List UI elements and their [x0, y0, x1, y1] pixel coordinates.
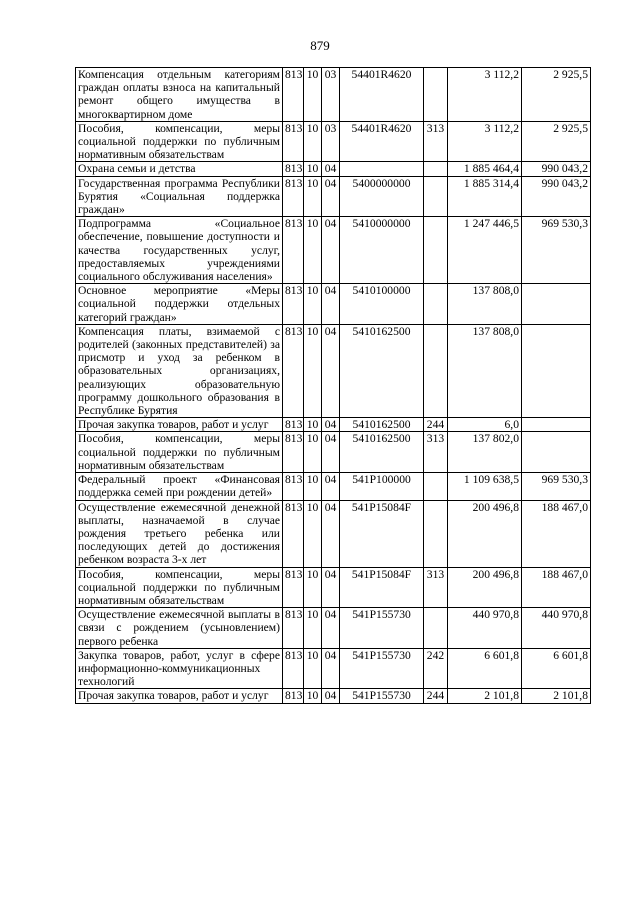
- row-expense-type-code: 244: [424, 418, 448, 432]
- table-row: [76, 284, 591, 325]
- row-amount-1: 1 109 638,5: [448, 473, 522, 500]
- row-subsection-code: 04: [322, 689, 340, 703]
- row-amount-2: [522, 432, 591, 473]
- row-ministry-code: 813: [283, 608, 304, 649]
- row-amount-1: 3 112,2: [448, 68, 522, 122]
- row-section-code: 10: [304, 176, 322, 217]
- row-amount-1: 200 496,8: [448, 567, 522, 608]
- row-name-cell: Пособия, компенсации, меры социальной поддержки по публичным нормативным обязательствам: [76, 121, 283, 162]
- row-expense-type-code: [424, 176, 448, 217]
- table-row: [76, 567, 591, 608]
- row-amount-1: 1 247 446,5: [448, 217, 522, 284]
- row-subsection-code: 04: [322, 418, 340, 432]
- row-ministry-code: 813: [283, 162, 304, 176]
- row-target-article-code: [340, 162, 424, 176]
- row-expense-type-code: [424, 284, 448, 325]
- row-target-article-code: 5400000000: [340, 176, 424, 217]
- row-expense-type-code: 313: [424, 567, 448, 608]
- row-name-cell: Государственная программа Республики Бурятия «Социальная поддержка граждан»: [76, 176, 283, 217]
- row-ministry-code: 813: [283, 284, 304, 325]
- row-target-article-code: 54401R4620: [340, 121, 424, 162]
- row-amount-1: 200 496,8: [448, 500, 522, 567]
- row-name-cell: Пособия, компенсации, меры социальной поддержки по публичным нормативным обязательствам: [76, 432, 283, 473]
- row-ministry-code: 813: [283, 689, 304, 703]
- row-name-cell: Компенсация платы, взимаемой с родителей (законных представителей) за присмотр и уход за ребенком в образовательных организациях, реализующих образовательную программу дошкольного образования в Республике Бурятия: [76, 324, 283, 417]
- row-section-code: 10: [304, 473, 322, 500]
- row-ministry-code: 813: [283, 648, 304, 689]
- row-ministry-code: 813: [283, 567, 304, 608]
- row-expense-type-code: [424, 473, 448, 500]
- row-name-cell: Прочая закупка товаров, работ и услуг: [76, 418, 283, 432]
- row-amount-2: [522, 284, 591, 325]
- row-section-code: 10: [304, 68, 322, 122]
- row-subsection-code: 04: [322, 432, 340, 473]
- row-amount-2: [522, 324, 591, 417]
- row-expense-type-code: [424, 608, 448, 649]
- row-amount-1: 3 112,2: [448, 121, 522, 162]
- table-row: [76, 473, 591, 500]
- row-target-article-code: 5410162500: [340, 324, 424, 417]
- row-name-cell: Закупка товаров, работ, услуг в сфере информационно-коммуникационных технологий: [76, 648, 283, 689]
- row-section-code: 10: [304, 217, 322, 284]
- row-amount-2: 6 601,8: [522, 648, 591, 689]
- row-subsection-code: 04: [322, 324, 340, 417]
- row-amount-1: 6 601,8: [448, 648, 522, 689]
- row-name-cell: Подпрограмма «Социальное обеспечение, повышение доступности и качества государственных услуг, предоставляемых учреждениями социального обслуживания населения»: [76, 217, 283, 284]
- row-target-article-code: 541P15084F: [340, 567, 424, 608]
- row-target-article-code: 5410000000: [340, 217, 424, 284]
- row-expense-type-code: 242: [424, 648, 448, 689]
- row-ministry-code: 813: [283, 121, 304, 162]
- row-ministry-code: 813: [283, 217, 304, 284]
- row-amount-2: [522, 418, 591, 432]
- table-row: [76, 121, 591, 162]
- table-row: [76, 648, 591, 689]
- row-name-cell: Основное мероприятие «Меры социальной поддержки отдельных категорий граждан»: [76, 284, 283, 325]
- row-section-code: 10: [304, 689, 322, 703]
- row-ministry-code: 813: [283, 324, 304, 417]
- table-row: [76, 418, 591, 432]
- table-row: [76, 608, 591, 649]
- row-section-code: 10: [304, 648, 322, 689]
- row-expense-type-code: [424, 324, 448, 417]
- row-ministry-code: 813: [283, 500, 304, 567]
- budget-table: [75, 67, 591, 704]
- row-amount-2: 188 467,0: [522, 500, 591, 567]
- row-subsection-code: 04: [322, 648, 340, 689]
- table-row: [76, 68, 591, 122]
- row-target-article-code: 541P15084F: [340, 500, 424, 567]
- row-target-article-code: 541P155730: [340, 689, 424, 703]
- row-section-code: 10: [304, 608, 322, 649]
- row-amount-1: 137 802,0: [448, 432, 522, 473]
- table-row: [76, 432, 591, 473]
- row-ministry-code: 813: [283, 176, 304, 217]
- row-expense-type-code: [424, 217, 448, 284]
- row-amount-1: 137 808,0: [448, 324, 522, 417]
- row-expense-type-code: 313: [424, 432, 448, 473]
- row-expense-type-code: [424, 500, 448, 567]
- row-amount-2: 2 925,5: [522, 121, 591, 162]
- row-section-code: 10: [304, 284, 322, 325]
- row-subsection-code: 04: [322, 567, 340, 608]
- row-amount-1: 440 970,8: [448, 608, 522, 649]
- row-amount-2: 188 467,0: [522, 567, 591, 608]
- row-subsection-code: 04: [322, 608, 340, 649]
- row-subsection-code: 04: [322, 284, 340, 325]
- row-name-cell: Осуществление ежемесячной денежной выплаты, назначаемой в случае рождения третьего ребенка или последующих детей до достижения ребенком возраста 3-х лет: [76, 500, 283, 567]
- row-ministry-code: 813: [283, 68, 304, 122]
- row-amount-2: 990 043,2: [522, 176, 591, 217]
- row-amount-2: 990 043,2: [522, 162, 591, 176]
- row-amount-1: 1 885 314,4: [448, 176, 522, 217]
- row-expense-type-code: 244: [424, 689, 448, 703]
- row-ministry-code: 813: [283, 473, 304, 500]
- row-subsection-code: 03: [322, 121, 340, 162]
- row-name-cell: Федеральный проект «Финансовая поддержка семей при рождении детей»: [76, 473, 283, 500]
- row-amount-2: 969 530,3: [522, 217, 591, 284]
- row-subsection-code: 04: [322, 473, 340, 500]
- row-name-cell: Осуществление ежемесячной выплаты в связи с рождением (усыновлением) первого ребенка: [76, 608, 283, 649]
- table-row: [76, 217, 591, 284]
- table-row: [76, 324, 591, 417]
- row-name-cell: Охрана семьи и детства: [76, 162, 283, 176]
- row-target-article-code: 5410100000: [340, 284, 424, 325]
- row-amount-1: 1 885 464,4: [448, 162, 522, 176]
- row-ministry-code: 813: [283, 432, 304, 473]
- row-section-code: 10: [304, 567, 322, 608]
- table-row: [76, 162, 591, 176]
- row-name-cell: Компенсация отдельным категориям граждан оплаты взноса на капитальный ремонт общего имущества в многоквартирном доме: [76, 68, 283, 122]
- row-subsection-code: 04: [322, 162, 340, 176]
- page-number: 879: [310, 38, 330, 53]
- row-subsection-code: 04: [322, 500, 340, 567]
- row-section-code: 10: [304, 324, 322, 417]
- row-target-article-code: 5410162500: [340, 418, 424, 432]
- row-amount-2: 2 925,5: [522, 68, 591, 122]
- row-target-article-code: 541P100000: [340, 473, 424, 500]
- row-amount-1: 6,0: [448, 418, 522, 432]
- row-subsection-code: 04: [322, 176, 340, 217]
- row-expense-type-code: [424, 162, 448, 176]
- row-target-article-code: 5410162500: [340, 432, 424, 473]
- row-target-article-code: 541P155730: [340, 648, 424, 689]
- row-target-article-code: 541P155730: [340, 608, 424, 649]
- table-row: [76, 176, 591, 217]
- row-amount-1: 137 808,0: [448, 284, 522, 325]
- row-expense-type-code: 313: [424, 121, 448, 162]
- row-section-code: 10: [304, 121, 322, 162]
- table-row: [76, 689, 591, 703]
- table-row: [76, 500, 591, 567]
- row-subsection-code: 03: [322, 68, 340, 122]
- row-amount-2: 440 970,8: [522, 608, 591, 649]
- row-name-cell: Прочая закупка товаров, работ и услуг: [76, 689, 283, 703]
- row-amount-1: 2 101,8: [448, 689, 522, 703]
- row-section-code: 10: [304, 432, 322, 473]
- row-expense-type-code: [424, 68, 448, 122]
- row-section-code: 10: [304, 162, 322, 176]
- row-name-cell: Пособия, компенсации, меры социальной поддержки по публичным нормативным обязательствам: [76, 567, 283, 608]
- row-subsection-code: 04: [322, 217, 340, 284]
- row-amount-2: 969 530,3: [522, 473, 591, 500]
- row-section-code: 10: [304, 418, 322, 432]
- row-amount-2: 2 101,8: [522, 689, 591, 703]
- row-ministry-code: 813: [283, 418, 304, 432]
- row-section-code: 10: [304, 500, 322, 567]
- row-target-article-code: 54401R4620: [340, 68, 424, 122]
